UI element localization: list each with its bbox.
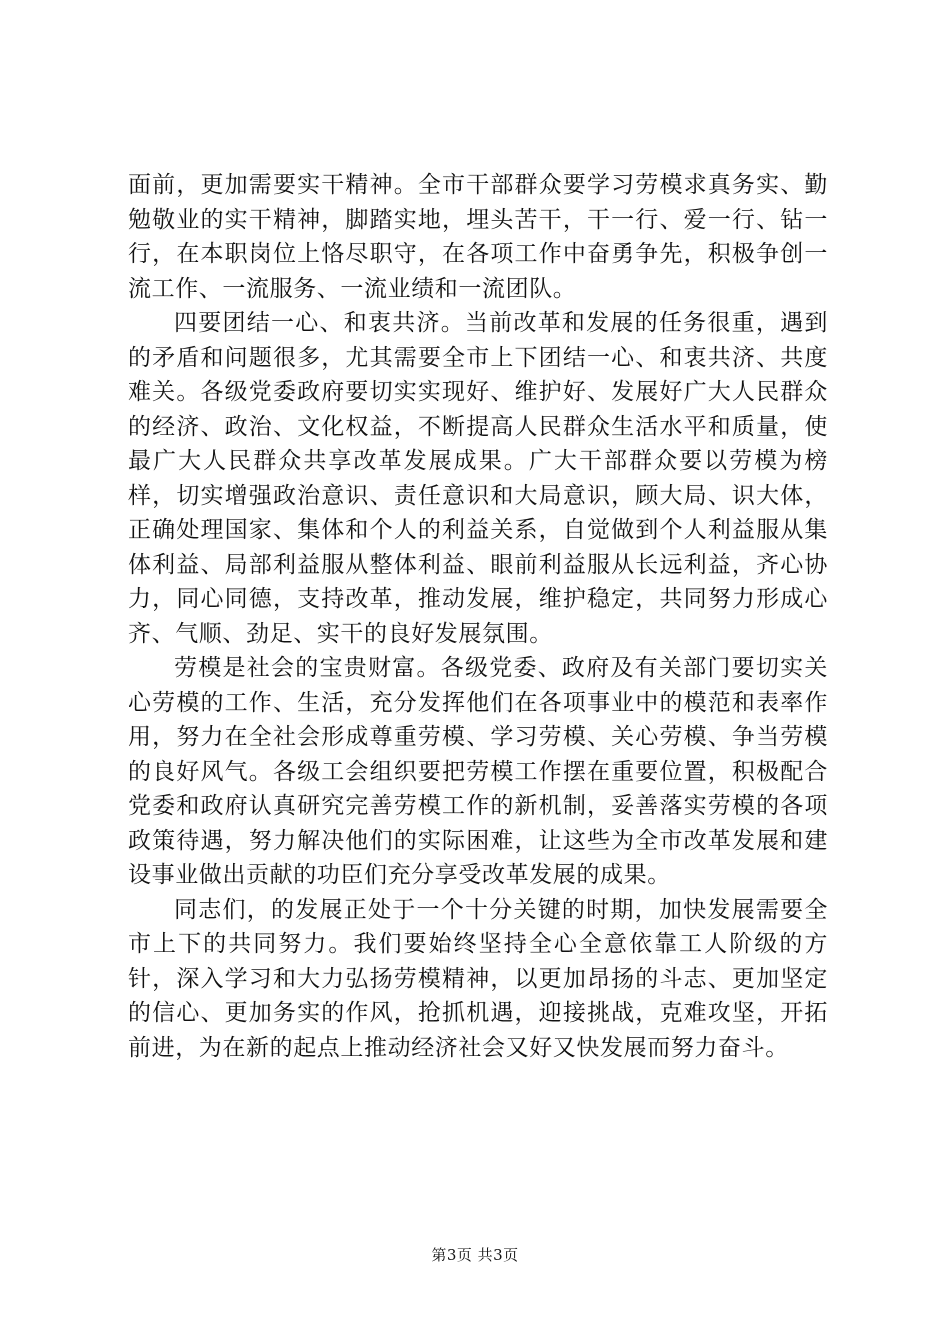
document-body [128, 168, 828, 1065]
paragraph-model-workers: 劳模是社会的宝贵财富。各级党委、政府及有关部门要切实关心劳模的工作、生活，充分发挥他们在各项事业中的模范和表率作用，努力在全社会形成尊重劳模、学习劳模、关心劳模、争当劳模的良好风气。各级工会组织要把劳模工作摆在重要位置，积极配合党委和政府认真研究完善劳模工作的新机制，妥善落实劳模的各项政策待遇，努力解决他们的实际困难，让这些为全市改革发展和建设事业做出贡献的功臣们充分享受改革发展的成果。 [128, 655, 828, 888]
page-footer: 第3页 共3页 [431, 1246, 519, 1264]
paragraph-continuation: 面前，更加需要实干精神。全市干部群众要学习劳模求真务实、勤勉敬业的实干精神，脚踏实地，埋头苦干，干一行、爱一行、钻一行，在本职岗位上恪尽职守，在各项工作中奋勇争先，积极争创一流工作、一流服务、一流业绩和一流团队。 [128, 172, 828, 302]
paragraph-unity: 四要团结一心、和衷共济。当前改革和发展的任务很重，遇到的矛盾和问题很多，尤其需要全市上下团结一心、和衷共济、共度难关。各级党委政府要切实实现好、维护好、发展好广大人民群众的经济、政治、文化权益，不断提高人民群众生活水平和质量，使最广大人民群众共享改革发展成果。广大干部群众要以劳模为榜样，切实增强政治意识、责任意识和大局意识，顾大局、识大体，正确处理国家、集体和个人的利益关系，自觉做到个人利益服从集体利益、局部利益服从整体利益、眼前利益服从长远利益，齐心协力，同心同德，支持改革，推动发展，维护稳定，共同努力形成心齐、气顺、劲足、实干的良好发展氛围。 [128, 310, 828, 647]
paragraph-closing: 同志们，的发展正处于一个十分关键的时期，加快发展需要全市上下的共同努力。我们要始终坚持全心全意依靠工人阶级的方针，深入学习和大力弘扬劳模精神，以更加昂扬的斗志、更加坚定的信心、更加务实的作风，抢抓机遇，迎接挑战，克难攻坚，开拓前进，为在新的起点上推动经济社会又好又快发展而努力奋斗。 [128, 896, 828, 1061]
